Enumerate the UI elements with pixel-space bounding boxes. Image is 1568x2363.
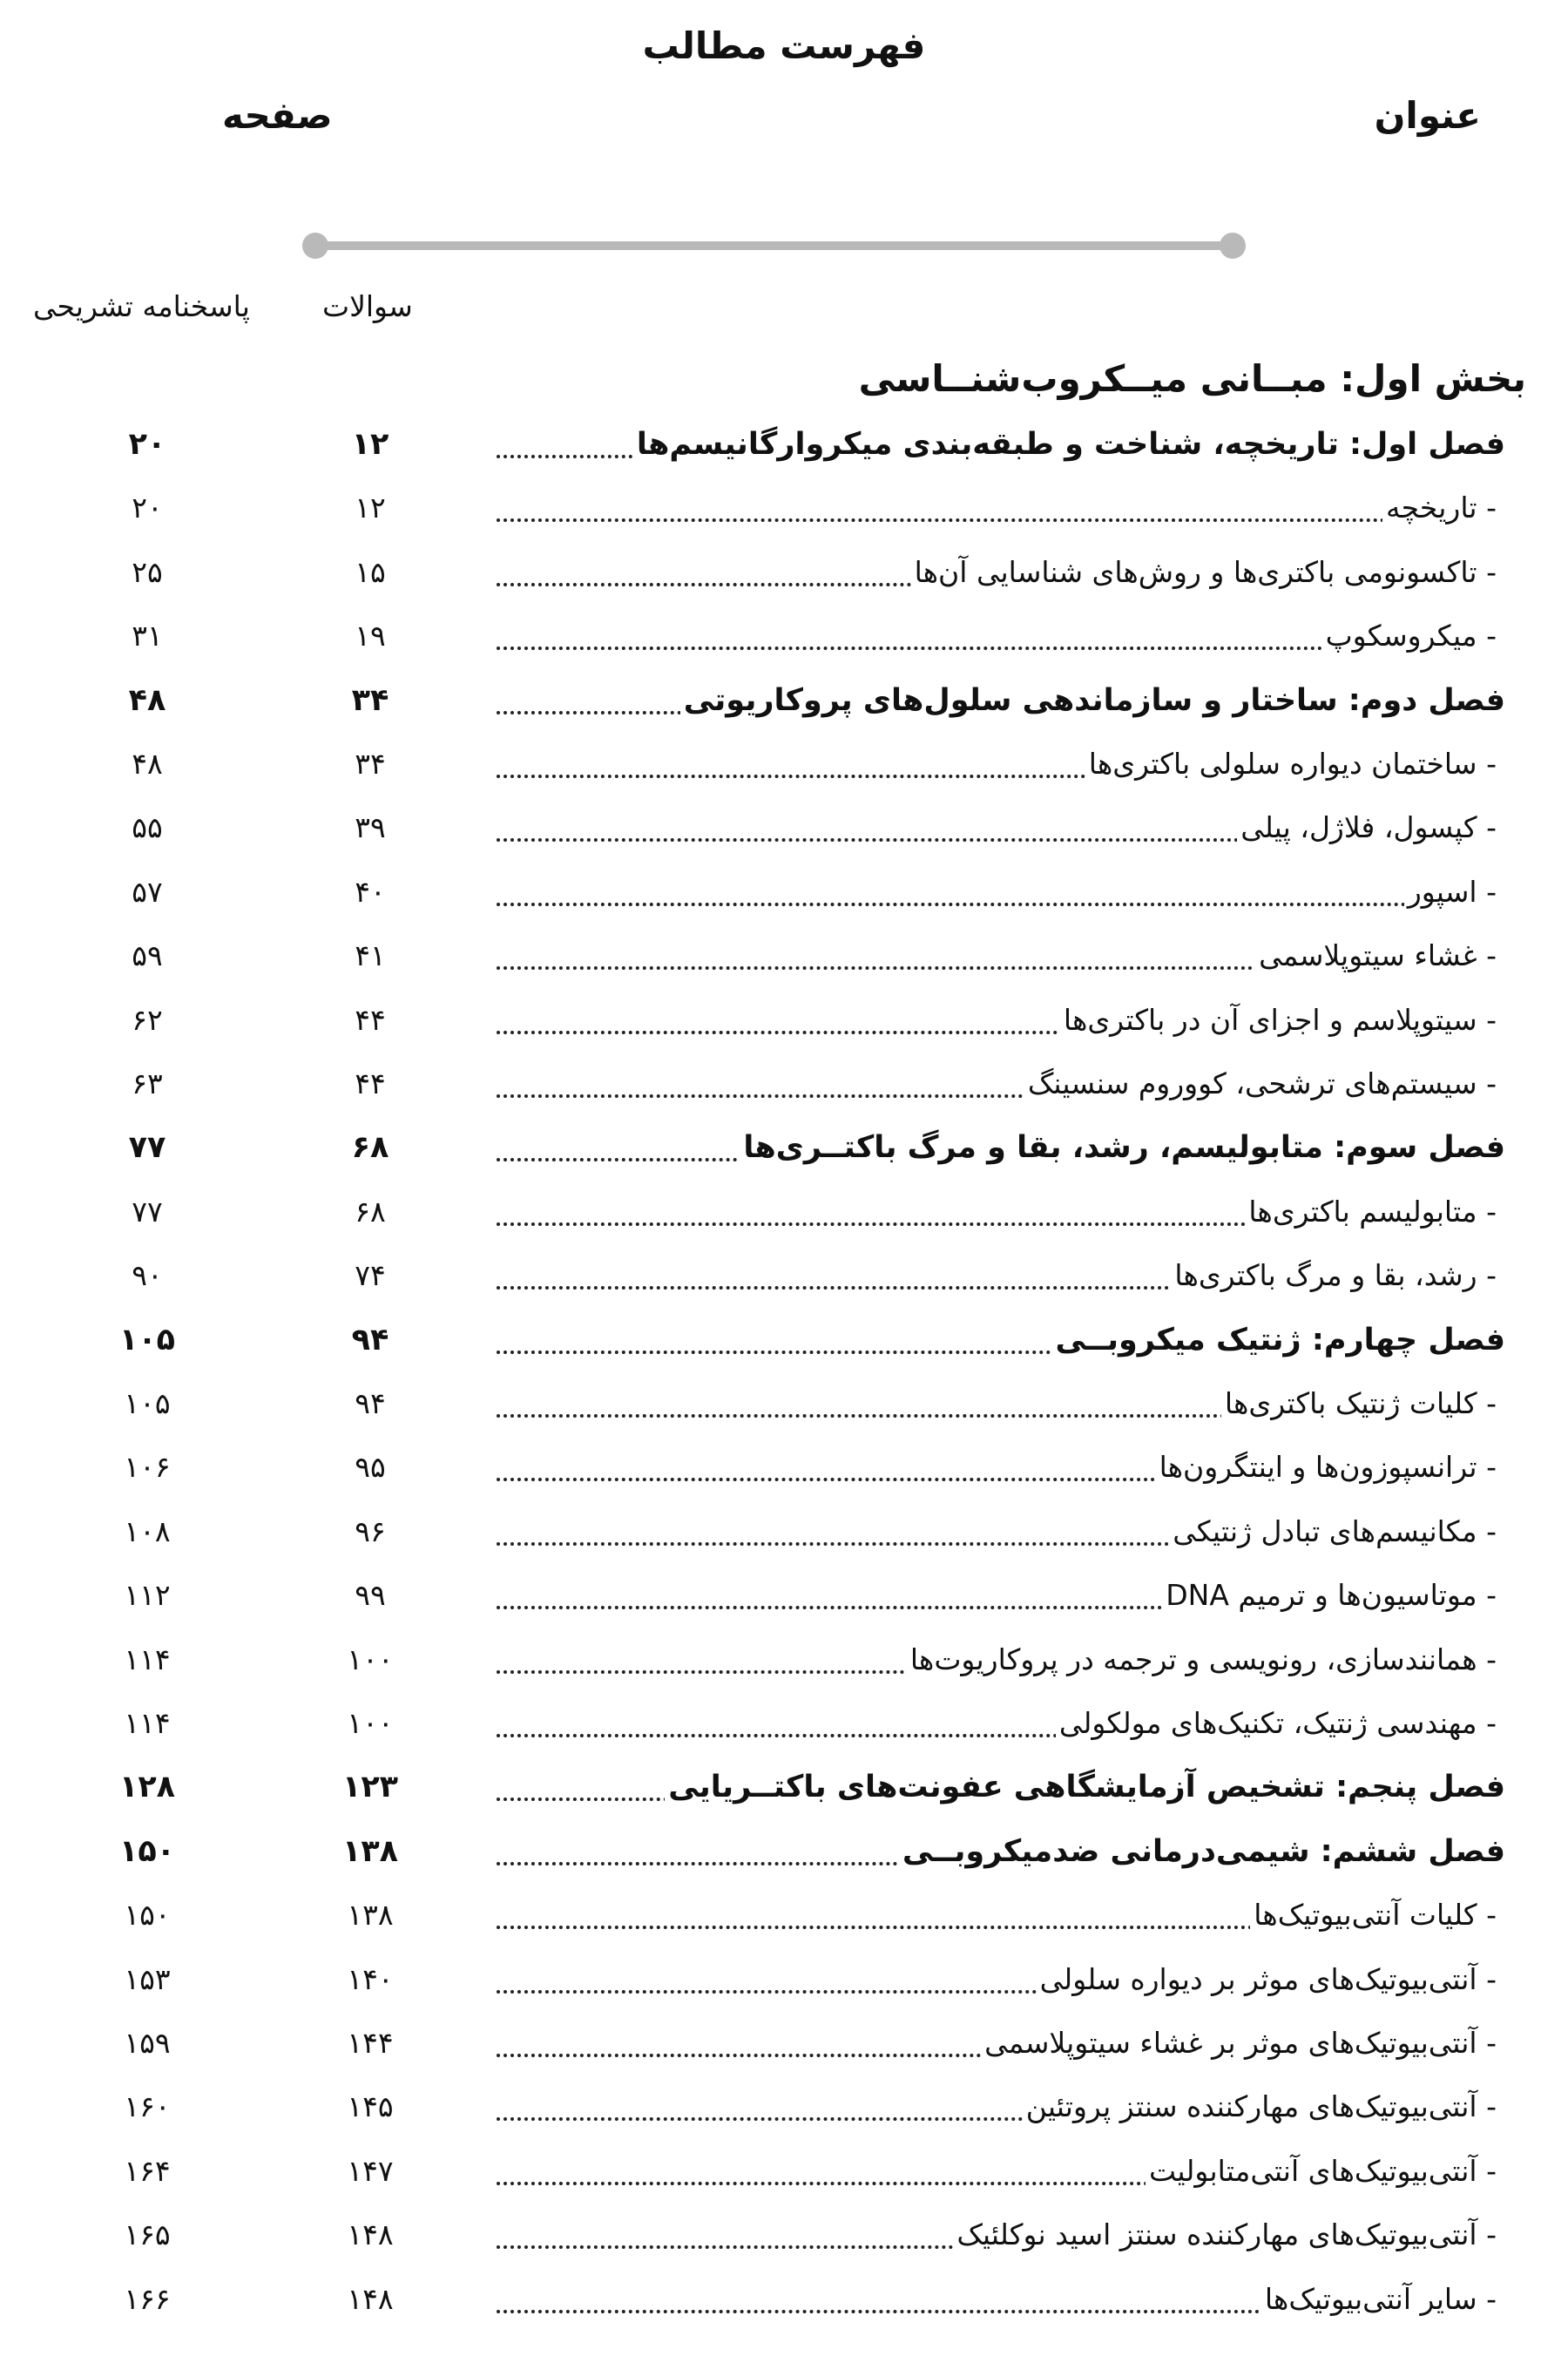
toc-label: - تاکسونومی باکتری‌ها و روش‌های شناسایی آن‌ها xyxy=(911,555,1497,589)
toc-label: - میکروسکوپ xyxy=(1322,619,1497,653)
questions-page-number: ۳۴ xyxy=(355,747,386,781)
page-column-header: صفحه xyxy=(222,94,333,137)
toc-section-row xyxy=(0,931,1568,992)
answers-page-number: ۱۰۵ xyxy=(124,1386,171,1420)
toc-section-row xyxy=(0,1699,1568,1760)
toc-label: - غشاء سیتوپلاسمی xyxy=(1255,938,1497,972)
answers-page-number: ۱۵۹ xyxy=(124,2026,171,2060)
toc-label: - رشد، بقا و مرگ باکتری‌ها xyxy=(1171,1258,1497,1292)
toc-section-row xyxy=(0,2019,1568,2080)
answers-page-number: ۵۹ xyxy=(132,938,163,973)
questions-page-number: ۱۴۷ xyxy=(347,2153,394,2188)
toc-label: - آنتی‌بیوتیک‌های آنتی‌متابولیت xyxy=(1146,2154,1497,2188)
toc-chapter-row xyxy=(0,1827,1568,1888)
toc-label: فصل اول: تاریخچه، شناخت و طبقه‌بندی میکروارگانیسم‌ها xyxy=(633,427,1505,462)
answers-page-number: ۱۶۰ xyxy=(124,2089,171,2124)
questions-page-number: ۹۴ xyxy=(351,1322,389,1358)
toc-chapter-row xyxy=(0,676,1568,737)
toc-section-row xyxy=(0,868,1568,929)
questions-page-number: ۱۵ xyxy=(355,554,386,589)
toc-label: - کلیات ژنتیک باکتری‌ها xyxy=(1221,1386,1497,1420)
rule-dot-right xyxy=(1220,233,1246,259)
toc-label: - آنتی‌بیوتیک‌های مهارکننده سنتز اسید نوکلئیک xyxy=(953,2217,1497,2251)
questions-page-number: ۱۴۵ xyxy=(347,2089,394,2124)
toc-label: - اسپور xyxy=(1404,875,1497,909)
rule-dot-left xyxy=(302,233,328,259)
toc-section-row xyxy=(0,612,1568,673)
toc-chapter-row xyxy=(0,1316,1568,1377)
questions-page-number: ۱۳۸ xyxy=(341,1833,399,1869)
questions-page-number: ۳۹ xyxy=(355,810,386,845)
questions-page-number: ۱۴۸ xyxy=(347,2217,394,2252)
toc-section-row xyxy=(0,2211,1568,2272)
page-title: فهرست مطالب xyxy=(642,24,926,67)
answers-page-number: ۷۷ xyxy=(132,1194,163,1229)
answers-page-number: ۱۱۴ xyxy=(124,1706,171,1740)
questions-page-number: ۱۲ xyxy=(351,427,389,462)
answers-page-number: ۹۰ xyxy=(132,1258,163,1293)
toc-section-row xyxy=(0,2082,1568,2143)
answers-column-header: پاسخنامه تشریحی xyxy=(33,289,250,323)
toc-label: فصل سوم: متابولیسم، رشد، بقا و مرگ باکتــری‌ها xyxy=(740,1130,1505,1165)
questions-page-number: ۹۶ xyxy=(355,1513,386,1548)
toc-label: - آنتی‌بیوتیک‌های موثر بر غشاء سیتوپلاسمی xyxy=(981,2026,1497,2060)
toc-chapter-row xyxy=(0,1123,1568,1184)
toc-section-row xyxy=(0,1955,1568,2016)
toc-section-row xyxy=(0,1443,1568,1504)
toc-section-row xyxy=(0,803,1568,864)
leader-dots xyxy=(497,518,1490,522)
questions-page-number: ۱۳۸ xyxy=(347,1898,394,1933)
answers-page-number: ۴۸ xyxy=(128,682,166,718)
questions-page-number: ۱۰۰ xyxy=(347,1642,394,1676)
questions-page-number: ۳۴ xyxy=(351,682,389,718)
toc-section-row xyxy=(0,1379,1568,1440)
answers-page-number: ۴۸ xyxy=(132,747,163,781)
rule-line xyxy=(312,241,1233,250)
questions-page-number: ۷۴ xyxy=(355,1258,386,1293)
answers-page-number: ۳۱ xyxy=(132,619,163,653)
answers-page-number: ۱۰۶ xyxy=(124,1450,171,1485)
toc-label: - همانندسازی، رونویسی و ترجمه در پروکاریوت‌ها xyxy=(907,1642,1497,1676)
questions-page-number: ۴۴ xyxy=(355,1066,386,1100)
answers-page-number: ۱۶۶ xyxy=(124,2281,171,2316)
toc-chapter-row xyxy=(0,420,1568,481)
questions-page-number: ۱۴۰ xyxy=(347,1961,394,1996)
part-title: بخش اول: مبــانی میــکروب‌شنــاسی xyxy=(858,357,1526,400)
answers-page-number: ۲۰ xyxy=(128,427,166,462)
answers-page-number: ۶۲ xyxy=(132,1002,163,1037)
toc-section-row xyxy=(0,740,1568,801)
toc-section-row xyxy=(0,1251,1568,1312)
toc-chapter-row xyxy=(0,1763,1568,1824)
answers-page-number: ۵۷ xyxy=(132,874,163,909)
answers-page-number: ۱۶۴ xyxy=(124,2153,171,2188)
answers-page-number: ۱۰۸ xyxy=(124,1513,171,1548)
questions-page-number: ۱۲۳ xyxy=(341,1770,399,1805)
toc-label: - متابولیسم باکتری‌ها xyxy=(1245,1195,1497,1229)
toc-label: - سیتوپلاسم و اجزای آن در باکتری‌ها xyxy=(1060,1003,1497,1037)
toc-label: - موتاسیون‌ها و ترمیم DNA xyxy=(1162,1578,1497,1612)
answers-page-number: ۱۶۵ xyxy=(124,2217,171,2252)
title-column-header: عنوان xyxy=(1374,94,1481,137)
toc-label: - کپسول، فلاژل، پیلی xyxy=(1237,810,1497,844)
toc-section-row xyxy=(0,1060,1568,1121)
toc-section-row xyxy=(0,1891,1568,1952)
questions-page-number: ۱۰۰ xyxy=(347,1706,394,1740)
answers-page-number: ۶۳ xyxy=(132,1066,163,1100)
toc-label: - سیستم‌های ترشحی، کووروم سنسینگ xyxy=(1024,1066,1497,1100)
toc-label: - آنتی‌بیوتیک‌های موثر بر دیواره سلولی xyxy=(1037,1962,1497,1996)
toc-section-row xyxy=(0,1635,1568,1696)
toc-label: - مکانیسم‌های تبادل ژنتیکی xyxy=(1169,1514,1497,1548)
answers-page-number: ۱۰۵ xyxy=(118,1322,176,1358)
questions-page-number: ۴۰ xyxy=(355,874,386,909)
toc-label: - ساختمان دیواره سلولی باکتری‌ها xyxy=(1085,747,1497,781)
questions-page-number: ۴۱ xyxy=(355,938,386,973)
toc-label: فصل دوم: ساختار و سازماندهی سلول‌های پروکاریوتی xyxy=(680,683,1505,718)
toc-section-row xyxy=(0,1507,1568,1568)
toc-section-row xyxy=(0,2147,1568,2208)
toc-label: - مهندسی ژنتیک، تکنیک‌های مولکولی xyxy=(1056,1706,1497,1740)
toc-section-row xyxy=(0,484,1568,545)
questions-page-number: ۱۴۸ xyxy=(347,2281,394,2316)
toc-label: - سایر آنتی‌بیوتیک‌ها xyxy=(1261,2282,1497,2316)
questions-page-number: ۴۴ xyxy=(355,1002,386,1037)
toc-label: - ترانسپوزون‌ها و اینتگرون‌ها xyxy=(1156,1450,1497,1484)
questions-page-number: ۱۹ xyxy=(355,619,386,653)
questions-column-header: سوالات xyxy=(322,289,413,323)
questions-page-number: ۱۲ xyxy=(355,491,386,525)
questions-page-number: ۱۴۴ xyxy=(347,2026,394,2060)
answers-page-number: ۷۷ xyxy=(128,1130,166,1166)
toc-label: - آنتی‌بیوتیک‌های مهارکننده سنتز پروتئین xyxy=(1023,2089,1497,2123)
answers-page-number: ۱۲۸ xyxy=(118,1770,176,1805)
answers-page-number: ۱۱۲ xyxy=(124,1578,171,1613)
questions-page-number: ۶۸ xyxy=(351,1130,389,1166)
answers-page-number: ۲۵ xyxy=(132,554,163,589)
toc-section-row xyxy=(0,2275,1568,2336)
toc-label: فصل ششم: شیمی‌درمانی ضدمیکروبــی xyxy=(899,1834,1505,1869)
questions-page-number: ۹۵ xyxy=(355,1450,386,1485)
toc-section-row xyxy=(0,548,1568,609)
toc-label: فصل چهارم: ژنتیک میکروبــی xyxy=(1052,1323,1506,1358)
answers-page-number: ۵۵ xyxy=(132,810,163,845)
answers-page-number: ۲۰ xyxy=(132,491,163,525)
answers-page-number: ۱۱۴ xyxy=(124,1642,171,1676)
leader-dots xyxy=(497,903,1490,906)
toc-label: فصل پنجم: تشخیص آزمایشگاهی عفونت‌های باکتــریایی xyxy=(665,1770,1505,1804)
questions-page-number: ۶۸ xyxy=(355,1194,386,1229)
answers-page-number: ۱۵۰ xyxy=(124,1898,171,1933)
answers-page-number: ۱۵۳ xyxy=(124,1961,171,1996)
toc-section-row xyxy=(0,1188,1568,1249)
toc-section-row xyxy=(0,996,1568,1057)
toc-label: - تاریخچه xyxy=(1382,491,1497,525)
toc-section-row xyxy=(0,1571,1568,1632)
toc-label: - کلیات آنتی‌بیوتیک‌ها xyxy=(1250,1898,1497,1932)
questions-page-number: ۹۴ xyxy=(355,1386,386,1420)
answers-page-number: ۱۵۰ xyxy=(118,1833,176,1869)
questions-page-number: ۹۹ xyxy=(355,1578,386,1613)
